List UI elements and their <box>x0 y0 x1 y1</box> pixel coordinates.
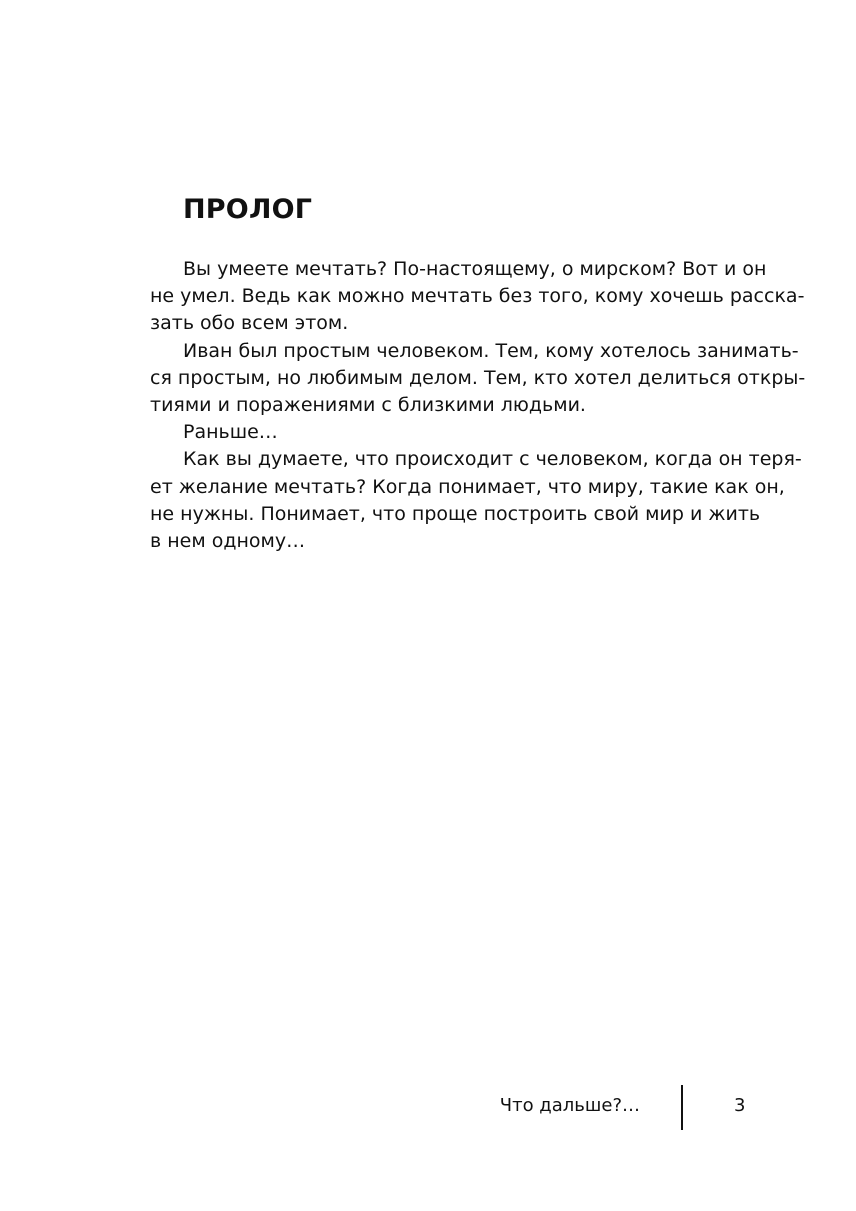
page-number: 3 <box>734 1095 746 1116</box>
running-title: Что дальше?… <box>499 1095 640 1116</box>
text-line: зать обо всем этом. <box>150 312 349 335</box>
text-line: ет желание мечтать? Когда понимает, что миру, такие как он, <box>150 475 785 498</box>
text-line: в нем одному… <box>150 530 306 553</box>
chapter-title: ПРОЛОГ <box>183 194 313 225</box>
text-line: Раньше… <box>183 421 278 444</box>
paragraph <box>150 419 744 446</box>
text-line: Как вы думаете, что происходит с человеком, когда он теря- <box>183 448 802 471</box>
chapter-body <box>150 256 806 555</box>
text-line: Иван был простым человеком. Тем, кому хотелось занимать- <box>183 339 799 362</box>
text-line: не умел. Ведь как можно мечтать без того, кому хочешь расска- <box>150 285 805 308</box>
text-line: тиями и поражениями с близкими людьми. <box>150 394 586 417</box>
text-line: Вы умеете мечтать? По-настоящему, о мирском? Вот и он <box>183 258 767 280</box>
text-line: не нужны. Понимает, что проще построить свой мир и жить <box>150 502 761 525</box>
paragraph <box>150 256 805 338</box>
paragraph <box>150 338 806 420</box>
footer-divider <box>681 1085 683 1130</box>
paragraph <box>150 446 802 555</box>
text-line: ся простым, но любимым делом. Тем, кто хотел делиться откры- <box>150 366 806 389</box>
